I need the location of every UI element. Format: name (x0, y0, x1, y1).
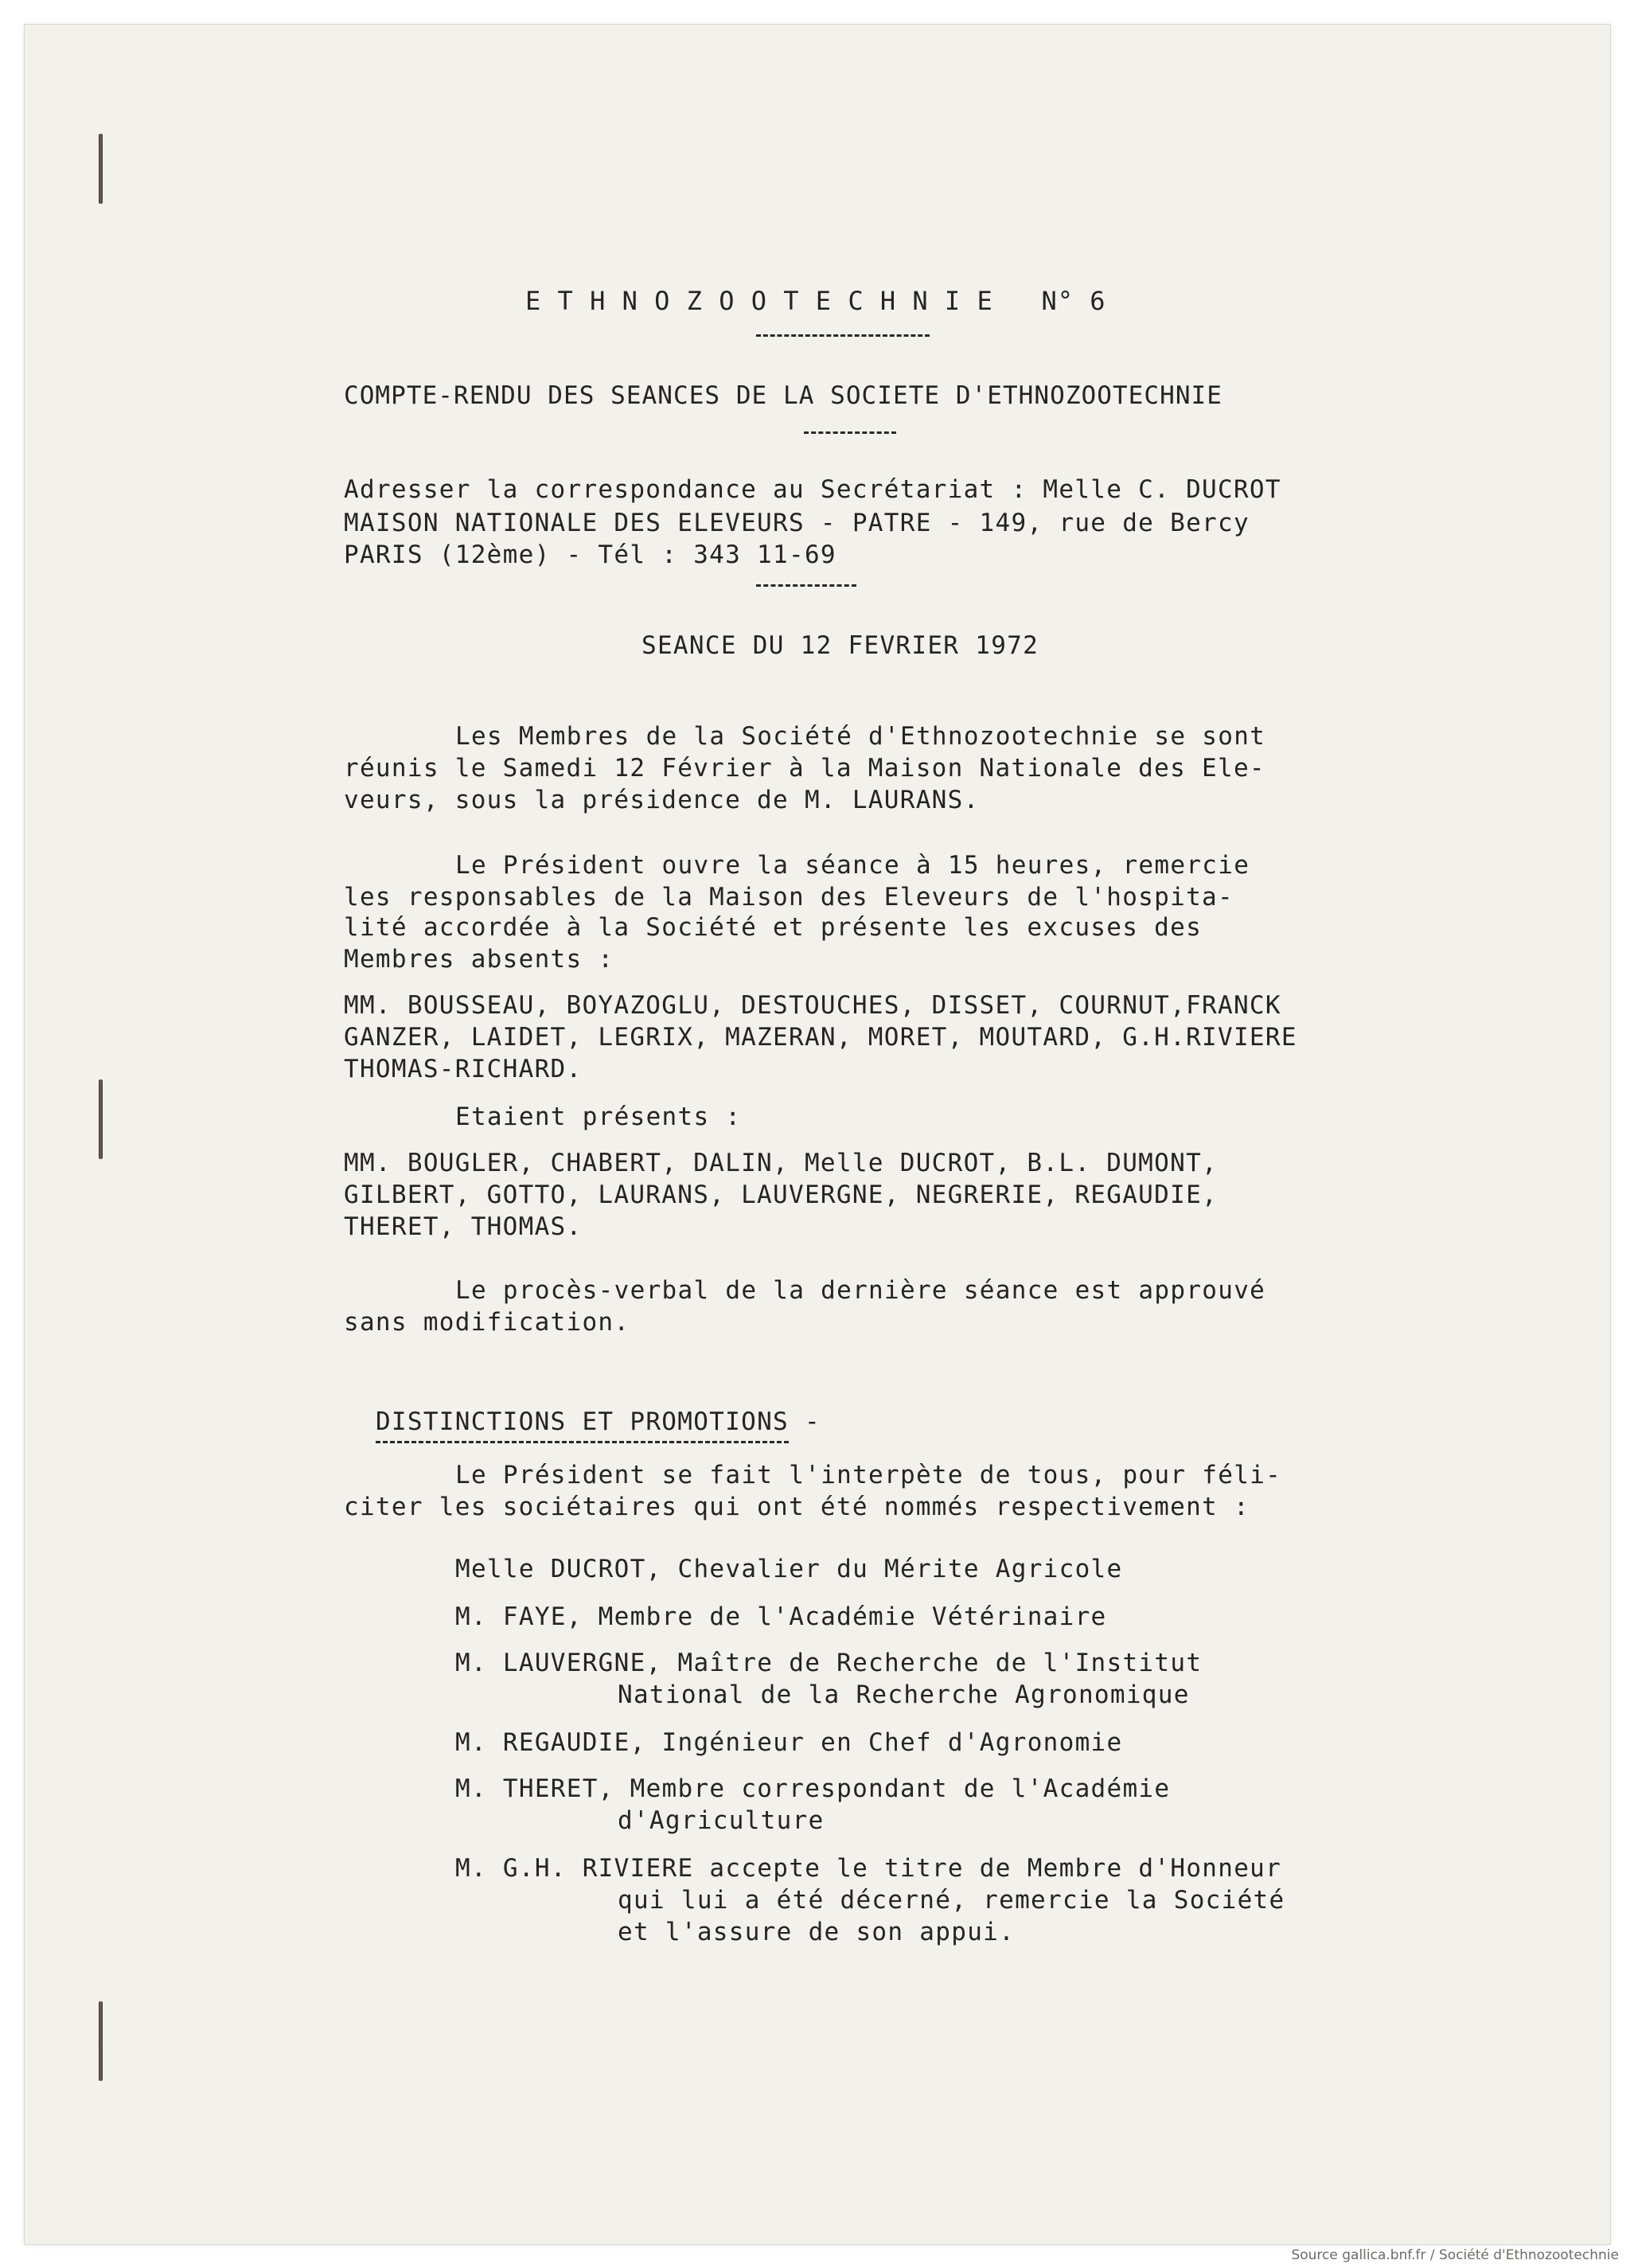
minutes-line-2: sans modification. (344, 1308, 630, 1337)
distinctions-heading (344, 1385, 821, 1435)
presents-line-3: THERET, THOMAS. (344, 1212, 583, 1241)
distinction-item-faye: M. FAYE, Membre de l'Académie Vétérinaire (455, 1602, 1107, 1631)
presents-line-1: MM. BOUGLER, CHABERT, DALIN, Melle DUCROT, B.L. DUMONT, (344, 1149, 1218, 1177)
distinction-item-regaudie: M. REGAUDIE, Ingénieur en Chef d'Agronomie (455, 1728, 1123, 1757)
subtitle-underline (804, 431, 896, 435)
absents-line-2: GANZER, LAIDET, LEGRIX, MAZERAN, MORET, MOUTARD, G.H.RIVIERE (344, 1023, 1297, 1052)
absents-line-1: MM. BOUSSEAU, BOYAZOGLU, DESTOUCHES, DISSET, COURNUT,FRANCK (344, 991, 1281, 1020)
intro-line-1: Les Membres de la Société d'Ethnozootechnie se sont (455, 722, 1266, 751)
distinctions-heading-text: DISTINCTIONS ET PROMOTIONS (376, 1407, 789, 1443)
intro-line-2: réunis le Samedi 12 Février à la Maison Nationale des Ele- (344, 754, 1265, 783)
title-underline (756, 334, 930, 338)
distinctions-intro-line-2: citer les sociétaires qui ont été nommés respectivement : (344, 1493, 1250, 1521)
staple-bottom (99, 2001, 103, 2081)
document-title: E T H N O Z O O T E C H N I E N° 6 (525, 286, 1106, 316)
distinction-item-lauvergne: M. LAUVERGNE, Maître de Recherche de l'Institut (455, 1649, 1203, 1677)
president-line-4: Membres absents : (344, 945, 614, 974)
minutes-line-1: Le procès-verbal de la dernière séance est approuvé (455, 1276, 1266, 1305)
source-credit: Source gallica.bnf.fr / Société d'Ethnozootechnie (1291, 2247, 1619, 2263)
address-line-2: MAISON NATIONALE DES ELEVEURS - PATRE - 149, rue de Bercy (344, 509, 1250, 537)
presents-line-2: GILBERT, GOTTO, LAURANS, LAUVERGNE, NEGRERIE, REGAUDIE, (344, 1181, 1218, 1209)
presents-label: Etaient présents : (455, 1103, 742, 1131)
intro-line-3: veurs, sous la présidence de M. LAURANS. (344, 786, 980, 814)
distinctions-intro-line-1: Le Président se fait l'interpète de tous, pour féli- (455, 1461, 1282, 1489)
document-subtitle: COMPTE-RENDU DES SEANCES DE LA SOCIETE D'ETHNOZOOTECHNIE (344, 381, 1222, 410)
distinction-item-lauvergne-cont: National de la Recherche Agronomique (618, 1681, 1190, 1709)
president-line-3: lité accordée à la Société et présente les excuses des (344, 913, 1203, 942)
address-line-1: Adresser la correspondance au Secrétariat : Melle C. DUCROT (344, 475, 1281, 504)
address-line-3: PARIS (12ème) - Tél : 343 11-69 (344, 541, 836, 569)
address-underline (756, 584, 856, 588)
session-title: SEANCE DU 12 FEVRIER 1972 (641, 631, 1039, 660)
distinctions-heading-suffix: - (789, 1407, 821, 1436)
distinction-item-ducrot: Melle DUCROT, Chevalier du Mérite Agricole (455, 1555, 1123, 1583)
absents-line-3: THOMAS-RICHARD. (344, 1055, 583, 1083)
president-line-1: Le Président ouvre la séance à 15 heures, remercie (455, 851, 1250, 880)
staple-middle (99, 1079, 103, 1159)
distinction-item-riviere-cont-1: qui lui a été décerné, remercie la Société (618, 1886, 1285, 1915)
distinction-item-theret: M. THERET, Membre correspondant de l'Académie (455, 1774, 1171, 1803)
distinction-item-riviere-cont-2: et l'assure de son appui. (618, 1918, 1016, 1946)
distinction-item-riviere: M. G.H. RIVIERE accepte le titre de Membre d'Honneur (455, 1854, 1282, 1883)
staple-top (99, 134, 103, 204)
president-line-2: les responsables de la Maison des Eleveurs de l'hospita- (344, 883, 1234, 911)
distinction-item-theret-cont: d'Agriculture (618, 1806, 825, 1835)
